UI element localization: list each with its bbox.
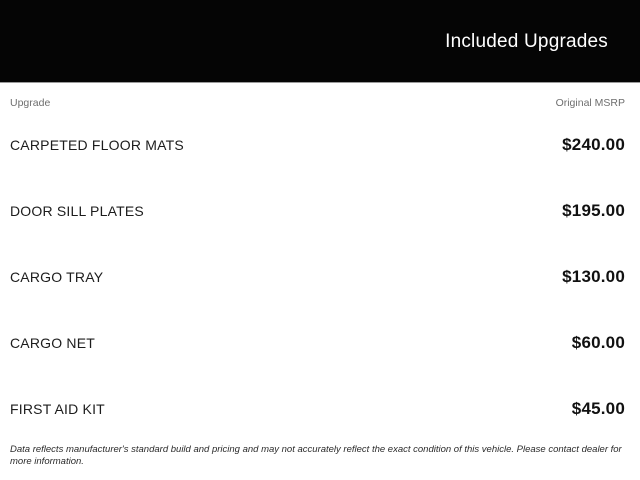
page-title: Included Upgrades xyxy=(445,31,608,52)
upgrade-name: CARPETED FLOOR MATS xyxy=(10,137,184,153)
upgrade-name: DOOR SILL PLATES xyxy=(10,203,144,219)
column-header-upgrade: Upgrade xyxy=(10,97,51,109)
upgrade-price: $45.00 xyxy=(571,399,625,418)
upgrade-price: $195.00 xyxy=(562,201,625,220)
upgrade-price: $240.00 xyxy=(562,135,625,154)
upgrades-table xyxy=(0,83,640,442)
table-row xyxy=(10,178,625,244)
upgrade-name: CARGO NET xyxy=(10,335,96,351)
table-row xyxy=(10,244,625,310)
disclaimer-text: Data reflects manufacturer's standard build and pricing and may not accurately reflect the exact condition of this vehicle. Please contact dealer for more information. xyxy=(10,444,622,467)
upgrade-price: $130.00 xyxy=(562,267,625,286)
upgrade-name: FIRST AID KIT xyxy=(10,401,105,417)
table-column-headers xyxy=(10,83,625,112)
table-row xyxy=(10,376,625,442)
table-row xyxy=(10,112,625,178)
column-header-original-msrp: Original MSRP xyxy=(555,97,625,109)
upgrade-name: CARGO TRAY xyxy=(10,269,104,285)
upgrade-price: $60.00 xyxy=(571,333,625,352)
table-row xyxy=(10,310,625,376)
header-bar xyxy=(0,0,640,83)
